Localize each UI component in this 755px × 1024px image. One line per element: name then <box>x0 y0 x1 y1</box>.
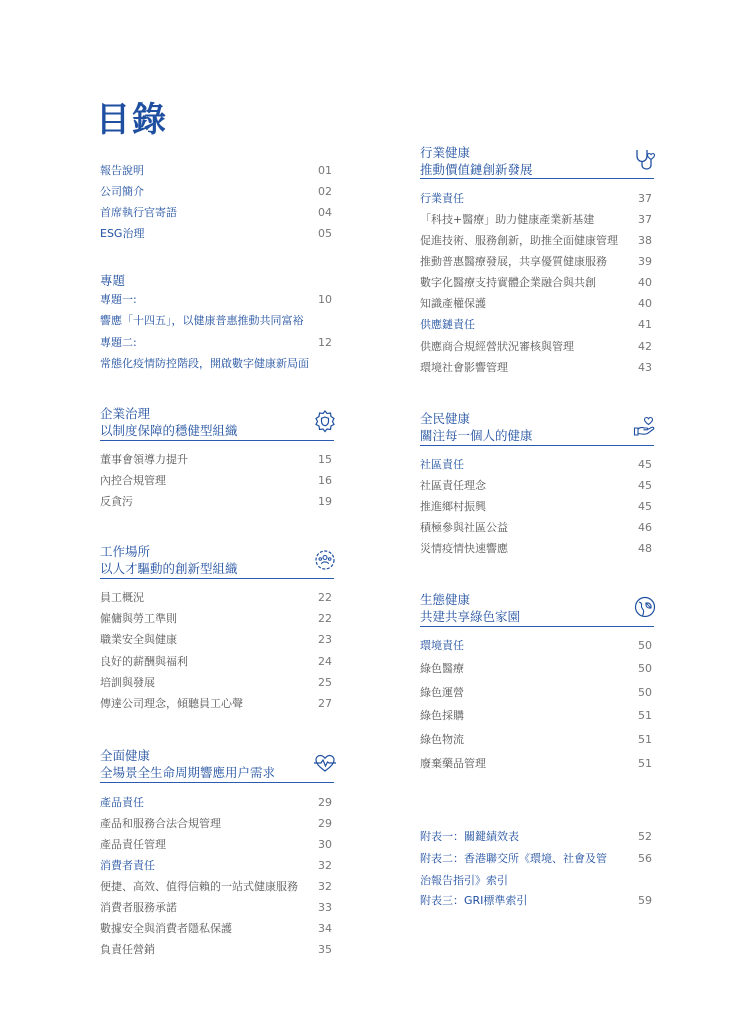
toc-entry-label: 綠色採購 <box>420 709 464 722</box>
toc-entry-label: 培訓與發展 <box>100 676 155 689</box>
toc-entry-label: 職業安全與健康 <box>100 633 177 646</box>
toc-entry-page: 22 <box>318 591 332 604</box>
section-heading-line2: 推動價值鏈創新發展 <box>420 162 533 177</box>
toc-entry-page: 27 <box>318 697 332 710</box>
section-rule <box>420 445 654 446</box>
toc-entry-page: 10 <box>318 293 332 306</box>
toc-entry-label: 產品和服務合法合規管理 <box>100 817 221 830</box>
section-heading-line2: 以制度保障的穩健型組織 <box>100 423 238 438</box>
toc-entry-label: 「科技+醫療」助力健康產業新基建 <box>420 213 595 226</box>
toc-entry-label: 消費者服務承諾 <box>100 901 177 914</box>
toc-entry-page: 45 <box>638 479 652 492</box>
toc-entry-page: 51 <box>638 709 652 722</box>
toc-entry-label: 消費者責任 <box>100 859 155 872</box>
toc-entry-label: 專題一: <box>100 293 137 306</box>
toc-entry-page: 15 <box>318 453 332 466</box>
heartbeat-icon <box>313 751 337 775</box>
toc-entry-page: 40 <box>638 276 652 289</box>
page-title: 目錄 <box>96 100 168 140</box>
section-heading-line1: 行業健康 <box>420 145 471 160</box>
toc-entry-page: 48 <box>638 542 652 555</box>
section-rule <box>420 626 654 627</box>
toc-entry-page: 45 <box>638 458 652 471</box>
section-rule <box>100 440 334 441</box>
toc-entry-label: 傳達公司理念，傾聽員工心聲 <box>100 697 243 710</box>
section-heading-workplace <box>100 543 238 577</box>
toc-entry-page: 50 <box>638 686 652 699</box>
toc-entry-label: 環境責任 <box>420 639 464 652</box>
toc-entry-page: 51 <box>638 757 652 770</box>
toc-entry-page: 35 <box>318 943 332 956</box>
toc-entry-page: 24 <box>318 655 332 668</box>
section-heading-ecology <box>420 591 520 625</box>
toc-entry-page: 40 <box>638 297 652 310</box>
special-topics-heading: 專題 <box>100 273 126 288</box>
toc-entry-label: 積極參與社區公益 <box>420 521 508 534</box>
gear-shield-icon <box>313 409 337 433</box>
section-heading-line1: 全面健康 <box>100 748 151 763</box>
toc-entry-page: 37 <box>638 213 652 226</box>
toc-entry-label: 數字化醫療支持實體企業融合與共創 <box>420 276 596 289</box>
toc-entry-page: 32 <box>318 880 332 893</box>
hand-heart-icon <box>633 414 657 438</box>
section-rule <box>100 782 334 783</box>
section-heading-governance <box>100 405 238 439</box>
toc-entry-page: 45 <box>638 500 652 513</box>
toc-entry-label: 產品責任 <box>100 796 144 809</box>
toc-entry-page: 12 <box>318 336 332 349</box>
toc-entry-label: 推進鄉村振興 <box>420 500 486 513</box>
toc-entry-page: 01 <box>318 164 332 177</box>
toc-entry-page: 23 <box>318 633 332 646</box>
toc-entry-page: 22 <box>318 612 332 625</box>
toc-entry-label: 綠色運營 <box>420 686 464 699</box>
toc-entry-page: 43 <box>638 361 652 374</box>
section-heading-line2: 共建共享綠色家園 <box>420 609 521 624</box>
toc-entry-page: 59 <box>638 894 652 907</box>
globe-leaf-icon <box>633 595 657 619</box>
toc-entry-label: 災情疫情快速響應 <box>420 542 508 555</box>
toc-entry-label: 數據安全與消費者隱私保護 <box>100 922 232 935</box>
toc-entry-label: 供應鏈責任 <box>420 318 475 331</box>
toc-entry-page: 51 <box>638 733 652 746</box>
section-rule <box>100 578 334 579</box>
toc-entry-page: 41 <box>638 318 652 331</box>
toc-entry-label: ESG治理 <box>100 227 145 240</box>
section-heading-line1: 生態健康 <box>420 592 471 607</box>
toc-entry-page: 05 <box>318 227 332 240</box>
toc-entry-page: 52 <box>638 830 652 843</box>
toc-entry-page: 02 <box>318 185 332 198</box>
section-heading-industry <box>420 144 533 178</box>
toc-entry-label: 行業責任 <box>420 192 464 205</box>
toc-entry-label: 綠色物流 <box>420 733 464 746</box>
toc-entry-label: 報告說明 <box>100 164 144 177</box>
toc-entry-label: 董事會領導力提升 <box>100 453 188 466</box>
toc-entry-page: 39 <box>638 255 652 268</box>
toc-entry-label: 良好的薪酬與福利 <box>100 655 188 668</box>
toc-entry-label: 公司簡介 <box>100 185 144 198</box>
section-rule <box>420 178 654 179</box>
toc-entry-label: 產品責任管理 <box>100 838 166 851</box>
toc-entry-label: 環境社會影響管理 <box>420 361 508 374</box>
toc-entry-label: 廢棄藥品管理 <box>420 757 486 770</box>
toc-entry-label: 社區責任理念 <box>420 479 486 492</box>
toc-entry-page: 37 <box>638 192 652 205</box>
toc-entry-page: 56 <box>638 852 652 865</box>
section-heading-line1: 全民健康 <box>420 411 471 426</box>
toc-entry-page: 33 <box>318 901 332 914</box>
toc-entry-label: 附表二：香港聯交所《環境、社會及管 <box>420 852 607 865</box>
toc-entry-page: 46 <box>638 521 652 534</box>
toc-entry-label: 反貪污 <box>100 495 133 508</box>
stethoscope-icon <box>633 147 657 171</box>
toc-entry-label: 促進技術、服務創新，助推全面健康管理 <box>420 234 618 247</box>
toc-entry-page: 32 <box>318 859 332 872</box>
toc-entry-page: 30 <box>318 838 332 851</box>
section-heading-line2: 以人才驅動的創新型組織 <box>100 561 238 576</box>
toc-entry-label: 社區責任 <box>420 458 464 471</box>
toc-entry-page: 50 <box>638 662 652 675</box>
toc-entry-page: 34 <box>318 922 332 935</box>
toc-entry-label: 知識產權保護 <box>420 297 486 310</box>
toc-entry-label: 綠色醫療 <box>420 662 464 675</box>
toc-entry-page: 16 <box>318 474 332 487</box>
section-heading-fullhealth <box>100 747 275 781</box>
toc-entry-page: 29 <box>318 796 332 809</box>
toc-entry-label: 負責任營銷 <box>100 943 155 956</box>
toc-entry-label: 治報告指引》索引 <box>420 874 508 887</box>
toc-entry-page: 19 <box>318 495 332 508</box>
toc-entry-label: 首席執行官寄語 <box>100 206 177 219</box>
section-heading-line1: 工作場所 <box>100 544 151 559</box>
toc-entry-label: 響應「十四五」，以健康普惠推動共同富裕 <box>100 314 304 327</box>
toc-entry-page: 25 <box>318 676 332 689</box>
toc-entry-label: 內控合規管理 <box>100 474 166 487</box>
toc-entry-label: 專題二: <box>100 336 137 349</box>
section-heading-line2: 全場景全生命周期響應用户需求 <box>100 765 276 780</box>
toc-entry-label: 僱傭與勞工準則 <box>100 612 177 625</box>
section-heading-line2: 關注每一個人的健康 <box>420 428 533 443</box>
toc-entry-label: 便捷、高效、值得信賴的一站式健康服務 <box>100 880 298 893</box>
toc-entry-label: 推動普惠醫療發展，共享優質健康服務 <box>420 255 607 268</box>
toc-entry-label: 供應商合規經營狀況審核與管理 <box>420 340 574 353</box>
toc-entry-page: 50 <box>638 639 652 652</box>
toc-entry-page: 29 <box>318 817 332 830</box>
toc-entry-label: 常態化疫情防控階段，開啟數字健康新局面 <box>100 357 309 370</box>
toc-entry-page: 04 <box>318 206 332 219</box>
toc-entry-page: 38 <box>638 234 652 247</box>
toc-entry-page: 42 <box>638 340 652 353</box>
toc-entry-label: 員工概況 <box>100 591 144 604</box>
section-heading-community <box>420 410 533 444</box>
toc-entry-label: 附表三：GRI標準索引 <box>420 894 528 907</box>
people-gear-icon <box>313 548 337 572</box>
toc-entry-label: 附表一：關鍵績效表 <box>420 830 519 843</box>
section-heading-line1: 企業治理 <box>100 406 151 421</box>
